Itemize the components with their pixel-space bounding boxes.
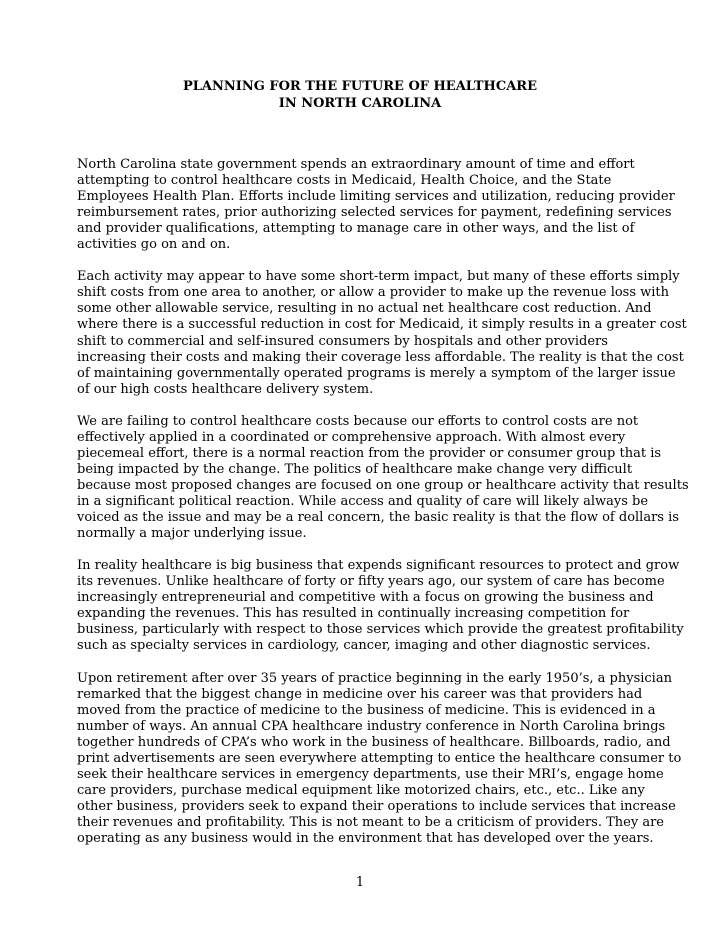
text-line: some other allowable service, resulting in no actual net healthcare cost reduction. And: [77, 301, 652, 317]
text-line: where there is a successful reduction in cost for Medicaid, it simply results in a greater cost: [77, 317, 687, 333]
paragraph-2: [77, 269, 687, 397]
text-line: reimbursement rates, prior authorizing selected services for payment, redefining services: [77, 205, 672, 221]
text-line: increasingly entrepreneurial and competitive with a focus on growing the business and: [77, 590, 654, 606]
text-line: normally a major underlying issue.: [77, 526, 307, 542]
text-line: operating as any business would in the environment that has developed over the years.: [77, 830, 654, 846]
text-line: their revenues and profitability. This is not meant to be a criticism of providers. They are: [77, 814, 664, 830]
title-line-1: PLANNING FOR THE FUTURE OF HEALTHCARE: [183, 79, 537, 94]
text-line: expanding the revenues. This has resulted in continually increasing competition for: [77, 606, 630, 622]
text-line: its revenues. Unlike healthcare of forty or fifty years ago, our system of care has become: [77, 574, 665, 590]
text-line: increasing their costs and making their coverage less affordable. The reality is that the cost: [77, 349, 684, 365]
text-line: North Carolina state government spends an extraordinary amount of time and effort: [77, 157, 635, 172]
text-line: voiced as the issue and may be a real concern, the basic reality is that the flow of dollars is: [77, 510, 679, 526]
text-line: number of ways. An annual CPA healthcare industry conference in North Carolina brings: [77, 718, 666, 734]
text-line: in a significant political reaction. While access and quality of care will likely always be: [77, 493, 649, 509]
text-line: such as specialty services in cardiology, cancer, imaging and other diagnostic services.: [77, 638, 651, 654]
text-line: being impacted by the change. The politics of healthcare make change very difficult: [77, 461, 633, 477]
text-line: shift to commercial and self-insured consumers by hospitals and other providers: [77, 333, 608, 349]
text-line: seek their healthcare services in emergency departments, use their MRI’s, engage home: [77, 766, 664, 782]
text-line: attempting to control healthcare costs in Medicaid, Health Choice, and the State: [77, 173, 612, 189]
title-line-2: IN NORTH CAROLINA: [278, 96, 442, 111]
text-line: remarked that the biggest change in medicine over his career was that providers had: [77, 686, 643, 702]
document-title: [0, 78, 720, 112]
text-line: because most proposed changes are focused on one group or healthcare activity that results: [77, 477, 689, 493]
text-line: shift costs from one area to another, or allow a provider to make up the revenue loss with: [77, 285, 670, 301]
text-line: other business, providers seek to expand their operations to include services that increase: [77, 798, 676, 814]
paragraph-1: [77, 157, 675, 253]
text-line: business, particularly with respect to those services which provide the greatest profitability: [77, 622, 684, 638]
document-body: [77, 157, 689, 863]
page-number: 1: [355, 875, 365, 890]
text-line: piecemeal effort, there is a normal reaction from the provider or consumer group that is: [77, 445, 662, 461]
text-line: print advertisements are seen everywhere attempting to entice the healthcare consumer to: [77, 750, 682, 766]
text-line: effectively applied in a coordinated or comprehensive approach. With almost every: [77, 429, 626, 445]
text-line: Each activity may appear to have some short-term impact, but many of these efforts simply: [77, 269, 680, 285]
text-line: In reality healthcare is big business that expends significant resources to protect and grow: [77, 558, 680, 574]
text-line: care providers, purchase medical equipment like motorized chairs, etc., etc.. Like any: [77, 782, 645, 798]
text-line: We are failing to control healthcare costs because our efforts to control costs are not: [77, 413, 639, 429]
text-line: of maintaining governmentally operated programs is merely a symptom of the larger issue: [77, 365, 676, 381]
text-line: and provider qualifications, attempting to manage care in other ways, and the list of: [77, 221, 635, 237]
text-line: together hundreds of CPA’s who work in the business of healthcare. Billboards, radio, and: [77, 734, 671, 750]
text-line: of our high costs healthcare delivery system.: [77, 381, 374, 397]
text-line: moved from the practice of medicine to the business of medicine. This is evidenced in a: [77, 702, 656, 718]
paragraph-5: [77, 670, 682, 848]
paragraph-3: [77, 413, 689, 542]
text-line: activities go on and on.: [77, 237, 231, 253]
text-line: Upon retirement after over 35 years of practice beginning in the early 1950’s, a physician: [77, 670, 672, 686]
text-line: Employees Health Plan. Efforts include limiting services and utilization, reducing provider: [77, 189, 675, 205]
paragraph-4: [77, 558, 684, 654]
